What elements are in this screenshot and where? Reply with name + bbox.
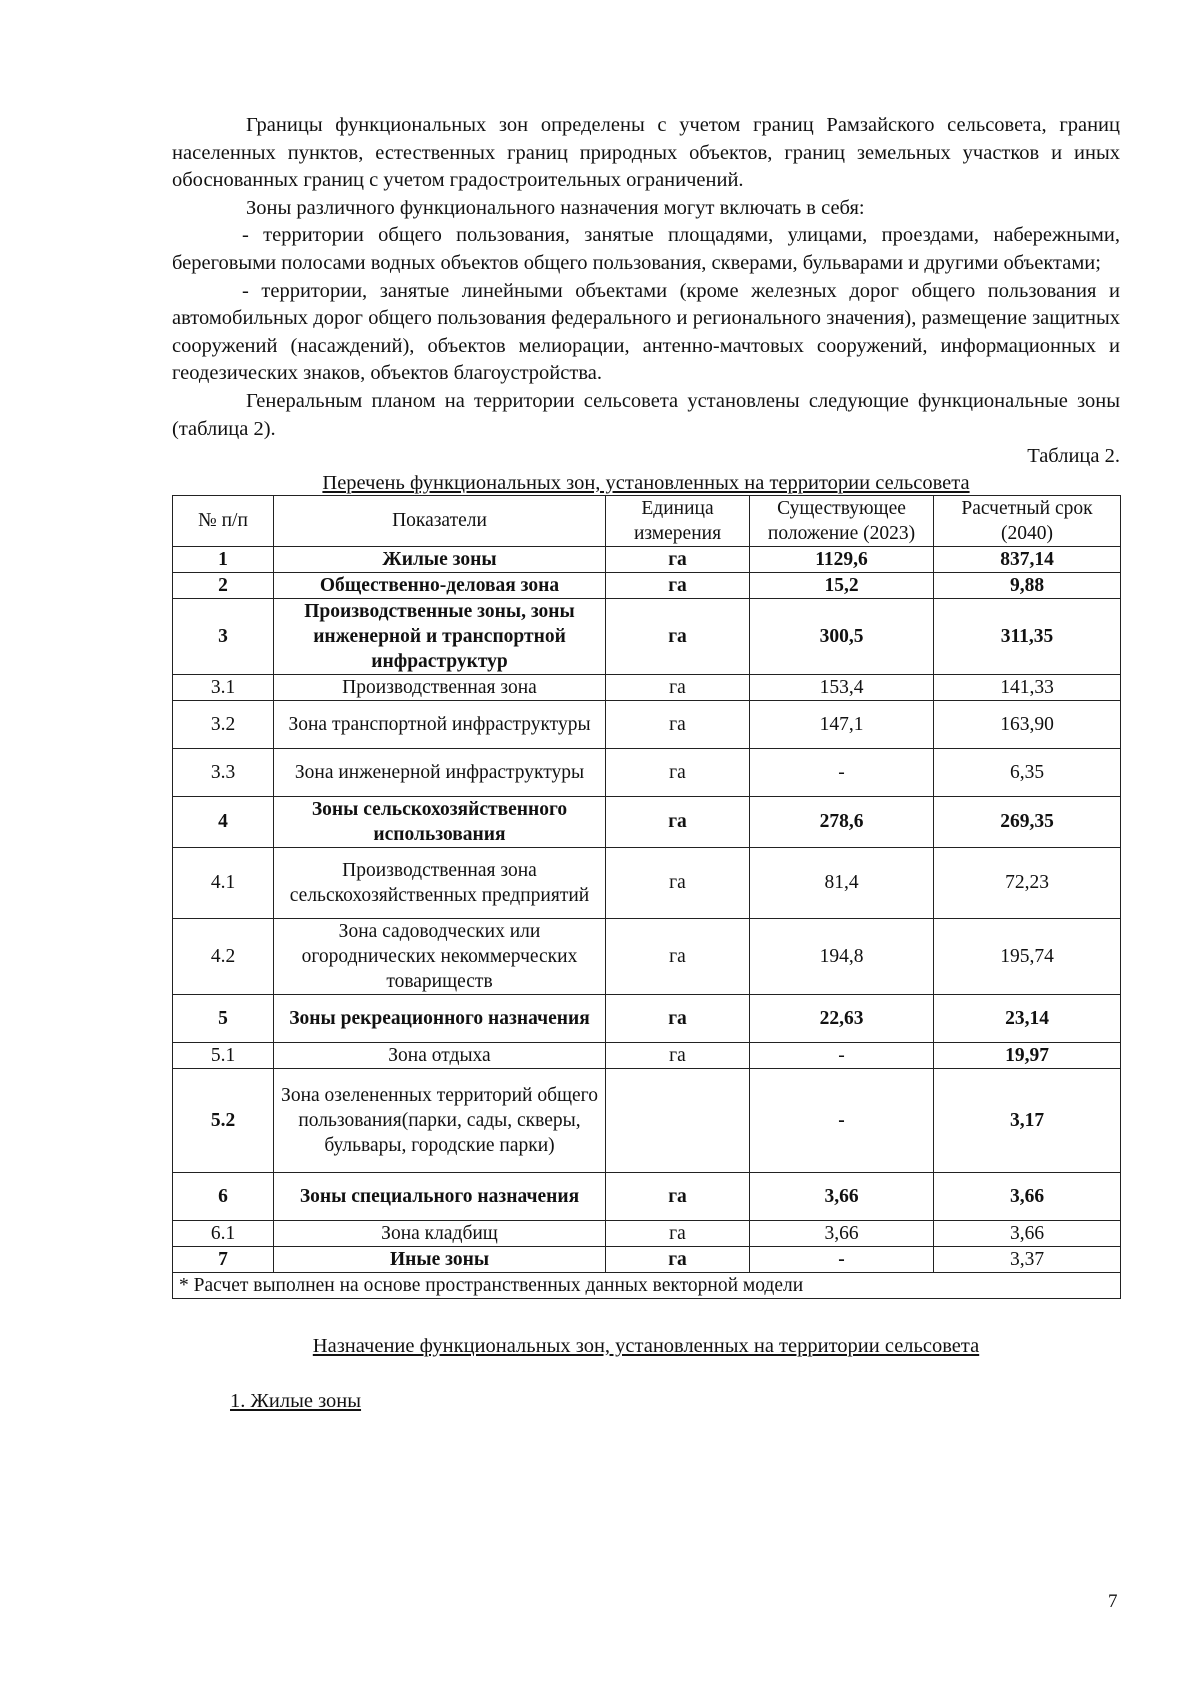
cell-target: 3,37: [934, 1246, 1121, 1272]
table-row: [173, 918, 1121, 994]
cell-current: -: [750, 1042, 934, 1068]
table-row: [173, 1042, 1121, 1068]
table-body: [173, 546, 1121, 1272]
cell-num: 6.1: [173, 1220, 274, 1246]
cell-num: 7: [173, 1246, 274, 1272]
cell-target: 141,33: [934, 674, 1121, 700]
cell-current: 3,66: [750, 1172, 934, 1220]
cell-unit: га: [606, 700, 750, 748]
cell-name: Жилые зоны: [274, 546, 606, 572]
table-note: * Расчет выполнен на основе пространственных данных векторной модели: [173, 1272, 1121, 1298]
table-row: [173, 1068, 1121, 1172]
cell-unit: га: [606, 1220, 750, 1246]
cell-name: Зона инженерной инфраструктуры: [274, 748, 606, 796]
table-row: [173, 700, 1121, 748]
intro-paragraph-2: Зоны различного функционального назначения могут включать в себя:: [246, 196, 865, 219]
table-label: Таблица 2.: [1027, 445, 1120, 468]
table-row: [173, 1220, 1121, 1246]
cell-num: 4.2: [173, 918, 274, 994]
table-row: [173, 796, 1121, 847]
intro-paragraph-3: Генеральным планом на территории сельсовета установлены следующие функциональные зоны (таблица 2).: [172, 389, 1120, 440]
cell-unit: га: [606, 1246, 750, 1272]
document-page: [172, 112, 1120, 1413]
header-name: Показатели: [274, 495, 606, 546]
cell-name: Зоны специального назначения: [274, 1172, 606, 1220]
table-caption: Перечень функциональных зон, установленных на территории сельсовета: [322, 471, 970, 494]
cell-num: 5: [173, 994, 274, 1042]
cell-current: 3,66: [750, 1220, 934, 1246]
cell-target: 19,97: [934, 1042, 1121, 1068]
table-row: [173, 674, 1121, 700]
intro-list-item-2: - территории, занятые линейными объектами (кроме железных дорог общего пользования и автомобильных дорог общего пользования федерального и регионального значения), размещение защитных сооружений (насаждений), объектов мелиорации, антенно-мачтовых сооружений, информационных и геодезических знаков, объектов благоустройства.: [172, 279, 1120, 385]
cell-current: 153,4: [750, 674, 934, 700]
cell-target: 23,14: [934, 994, 1121, 1042]
cell-name: Производственная зона сельскохозяйственных предприятий: [274, 847, 606, 918]
cell-num: 1: [173, 546, 274, 572]
cell-unit: [606, 1068, 750, 1172]
cell-name: Зоны рекреационного назначения: [274, 994, 606, 1042]
cell-target: 837,14: [934, 546, 1121, 572]
cell-unit: га: [606, 748, 750, 796]
cell-unit: га: [606, 1172, 750, 1220]
header-current: Существующее положение (2023): [750, 495, 934, 546]
cell-num: 3.1: [173, 674, 274, 700]
cell-name: Иные зоны: [274, 1246, 606, 1272]
cell-target: 72,23: [934, 847, 1121, 918]
cell-unit: га: [606, 994, 750, 1042]
cell-num: 6: [173, 1172, 274, 1220]
cell-num: 3: [173, 598, 274, 674]
table-row: [173, 1172, 1121, 1220]
cell-current: 300,5: [750, 598, 934, 674]
intro-list-item-1: - территории общего пользования, занятые площадями, улицами, проездами, набережными, береговыми полосами водных объектов общего пользования, скверами, бульварами и другими объектами;: [172, 224, 1120, 274]
table-row: [173, 546, 1121, 572]
cell-unit: га: [606, 1042, 750, 1068]
cell-name: Зоны сельскохозяйственного использования: [274, 796, 606, 847]
cell-target: 6,35: [934, 748, 1121, 796]
cell-unit: га: [606, 546, 750, 572]
table-row: [173, 994, 1121, 1042]
cell-unit: га: [606, 572, 750, 598]
table-row: [173, 598, 1121, 674]
cell-current: -: [750, 1246, 934, 1272]
header-num: № п/п: [173, 495, 274, 546]
header-target: Расчетный срок (2040): [934, 495, 1121, 546]
cell-name: Зона садоводческих или огороднических некоммерческих товариществ: [274, 918, 606, 994]
cell-target: 163,90: [934, 700, 1121, 748]
cell-unit: га: [606, 918, 750, 994]
cell-current: 81,4: [750, 847, 934, 918]
cell-target: 3,17: [934, 1068, 1121, 1172]
cell-num: 4.1: [173, 847, 274, 918]
intro-paragraph-1: Границы функциональных зон определены с учетом границ Рамзайского сельсовета, границ населенных пунктов, естественных границ природных объектов, границ земельных участков и иных обоснованных границ с учетом градостроительных ограничений.: [172, 114, 1120, 192]
cell-num: 5.2: [173, 1068, 274, 1172]
cell-current: 147,1: [750, 700, 934, 748]
cell-current: -: [750, 1068, 934, 1172]
cell-name: Производственная зона: [274, 674, 606, 700]
cell-target: 311,35: [934, 598, 1121, 674]
cell-name: Зона кладбищ: [274, 1220, 606, 1246]
cell-current: 278,6: [750, 796, 934, 847]
table-row: [173, 847, 1121, 918]
cell-num: 3.2: [173, 700, 274, 748]
cell-current: 194,8: [750, 918, 934, 994]
page-number: 7: [1108, 1591, 1118, 1612]
cell-num: 5.1: [173, 1042, 274, 1068]
cell-name: Общественно-деловая зона: [274, 572, 606, 598]
cell-unit: га: [606, 796, 750, 847]
cell-target: 269,35: [934, 796, 1121, 847]
cell-unit: га: [606, 847, 750, 918]
header-unit: Единица измерения: [606, 495, 750, 546]
table-row: [173, 1246, 1121, 1272]
cell-name: Зона озелененных территорий общего пользования(парки, сады, скверы, бульвары, городские парки): [274, 1068, 606, 1172]
cell-num: 4: [173, 796, 274, 847]
cell-current: 22,63: [750, 994, 934, 1042]
cell-num: 2: [173, 572, 274, 598]
cell-current: 1129,6: [750, 546, 934, 572]
cell-name: Зона транспортной инфраструктуры: [274, 700, 606, 748]
cell-target: 3,66: [934, 1172, 1121, 1220]
cell-target: 3,66: [934, 1220, 1121, 1246]
table-header-row: [173, 495, 1121, 546]
cell-unit: га: [606, 674, 750, 700]
table-row: [173, 572, 1121, 598]
cell-target: 9,88: [934, 572, 1121, 598]
cell-current: -: [750, 748, 934, 796]
cell-target: 195,74: [934, 918, 1121, 994]
table-note-row: [173, 1272, 1121, 1298]
section-title: Назначение функциональных зон, установленных на территории сельсовета: [312, 1334, 980, 1357]
cell-current: 15,2: [750, 572, 934, 598]
cell-name: Производственные зоны, зоны инженерной и транспортной инфраструктур: [274, 598, 606, 674]
subsection-title: 1. Жилые зоны: [230, 1389, 362, 1412]
zones-table: [172, 495, 1121, 1299]
cell-num: 3.3: [173, 748, 274, 796]
table-row: [173, 748, 1121, 796]
cell-name: Зона отдыха: [274, 1042, 606, 1068]
cell-unit: га: [606, 598, 750, 674]
